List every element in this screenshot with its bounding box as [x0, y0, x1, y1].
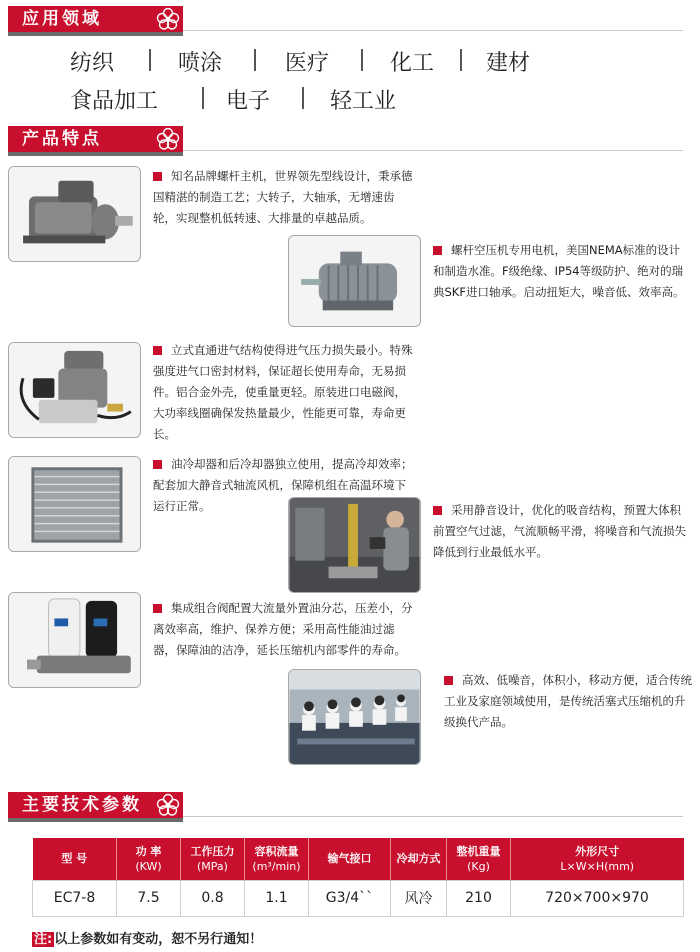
factory-worker-image: [288, 497, 421, 593]
flower-ornament-icon: [155, 793, 181, 817]
table-row: [33, 880, 684, 916]
application-item: 食品加工: [70, 89, 159, 114]
applications-row-2: [0, 84, 700, 114]
applications-row-1: [0, 46, 700, 76]
header-pressure: 工作压力 (MPa): [181, 838, 245, 880]
banner-divider: [183, 150, 683, 151]
header-cooling: 冷却方式: [391, 838, 447, 880]
bullet-square-icon: [153, 346, 162, 355]
header-outlet: 输气接口: [309, 838, 391, 880]
footnote-text: 以上参数如有变动，恕不另行通知！: [54, 932, 263, 947]
cell-cooling: 风冷: [391, 880, 447, 916]
cell-flow: 1.1: [245, 880, 309, 916]
application-item: 电子: [226, 89, 271, 114]
cell-model: EC7-8: [33, 880, 117, 916]
separator: [254, 49, 256, 71]
separator: [460, 49, 462, 71]
header-dimensions: 外形尺寸 L×W×H(mm): [511, 838, 684, 880]
banner-divider: [183, 816, 683, 817]
cell-power: 7.5: [117, 880, 181, 916]
separator: [149, 49, 151, 71]
spec-table-header: [33, 838, 684, 880]
cooler-image: [8, 456, 141, 552]
application-item: 喷涂: [178, 51, 223, 76]
separator: [202, 87, 204, 109]
bullet-square-icon: [444, 676, 453, 685]
feature-text: 采用静音设计，优化的吸音结构，预置大体积前置空气过滤，气流顺畅平滑，将噪音和气流损失降低到行业最低水平。: [433, 503, 686, 559]
bullet-square-icon: [153, 460, 162, 469]
header-model: 型 号: [33, 838, 117, 880]
flower-ornament-icon: [155, 7, 181, 31]
intake-valve-image: [8, 342, 141, 438]
feature-text: 集成组合阀配置大流量外置油分芯，压差小，分离效率高，维护、保养方便；采用高性能油过滤器，保障油的洁净，延长压缩机内部零件的寿命。: [153, 601, 413, 657]
cell-outlet: G3/4``: [309, 880, 391, 916]
bullet-square-icon: [153, 172, 162, 181]
footnote-label: 注:: [34, 932, 53, 947]
feature-text: 知名品牌螺杆主机，世界领先型线设计，秉承德国精湛的制造工艺；大转子，大轴承，无增速齿轮，实现整机低转速、大排量的卓越品质。: [153, 169, 413, 225]
application-item: 轻工业: [330, 89, 397, 114]
header-flow: 容积流量 (m³/min): [245, 838, 309, 880]
feature-text: 立式直通进气结构使得进气压力损失最小。特殊强度进气口密封材料，保证超长使用寿命，无易损件。铝合金外壳，使重量更轻。原装进口电磁阀，大功率线圈确保发热量最少，性能更可靠，寿命更长。: [153, 343, 413, 441]
features-banner: [8, 126, 183, 152]
oil-filters-image: [8, 592, 141, 688]
spec-table: [32, 838, 684, 917]
specs-banner: [8, 792, 183, 818]
application-item: 建材: [486, 51, 531, 76]
footnote: [32, 928, 262, 947]
cell-weight: 210: [447, 880, 511, 916]
header-power: 功 率 (KW): [117, 838, 181, 880]
application-item: 医疗: [285, 51, 330, 76]
screw-airend-image: [8, 166, 141, 262]
header-weight: 整机重量 (Kg): [447, 838, 511, 880]
bullet-square-icon: [433, 246, 442, 255]
cell-pressure: 0.8: [181, 880, 245, 916]
feature-text: 高效、低噪音，体积小，移动方便，适合传统工业及家庭领域使用，是传统活塞式压缩机的升级换代产品。: [444, 673, 692, 729]
application-item: 纺织: [70, 51, 115, 76]
applications-title: 应用领域: [22, 9, 102, 29]
applications-banner: [8, 6, 183, 32]
assembly-line-image: [288, 669, 421, 765]
separator: [302, 87, 304, 109]
feature-text: 螺杆空压机专用电机，美国NEMA标准的设计和制造水准。F级绝缘、IP54等级防护、绝对的瑞典SKF进口轴承。启动扭矩大，噪音低、效率高。: [433, 243, 685, 299]
bullet-square-icon: [433, 506, 442, 515]
specs-title: 主要技术参数: [22, 795, 142, 815]
flower-ornament-icon: [155, 127, 181, 151]
electric-motor-image: [288, 235, 421, 327]
banner-divider: [183, 30, 683, 31]
cell-dimensions: 720×700×970: [511, 880, 684, 916]
separator: [361, 49, 363, 71]
bullet-square-icon: [153, 604, 162, 613]
application-item: 化工: [390, 51, 435, 76]
features-title: 产品特点: [22, 129, 102, 149]
feature-text: 油冷却器和后冷却器独立使用，提高冷却效率；配套加大静音式轴流风机，保障机组在高温环境下运行正常。: [153, 457, 413, 513]
